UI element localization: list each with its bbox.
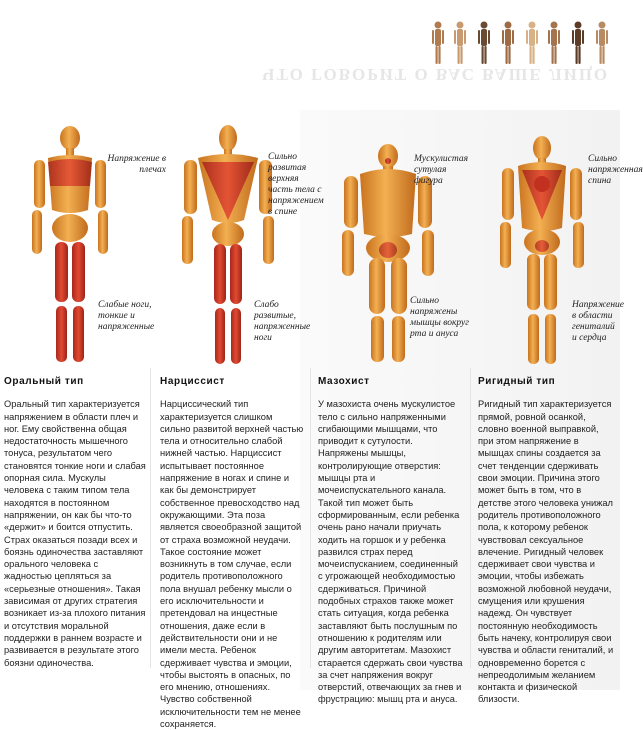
column-divider: [310, 368, 311, 668]
narcissist-heading: Нарциссист: [160, 376, 225, 387]
narcissist-label-bottom: Слабо развитые, напряженные ноги: [254, 300, 311, 343]
lineup-figure: [502, 22, 514, 65]
oral-label-top: Напряжение в плечах: [107, 154, 166, 175]
lineup-figure: [526, 22, 538, 65]
oral-type-column: [4, 368, 146, 669]
rigid-type-heading: Ригидный тип: [478, 376, 556, 387]
masochist-heading: Мазохист: [318, 376, 370, 387]
narcissist-column: [160, 368, 304, 730]
masochist-label-top: Мускулистая сутулая фигура: [414, 154, 469, 186]
lineup-figure: [454, 22, 466, 65]
lineup-figure: [478, 22, 490, 65]
oral-type-mannequin: [32, 126, 108, 362]
narcissist-label-top: Сильно развитая верхняя часть тела с напряжением в спине: [268, 152, 324, 217]
masochist-column: [318, 368, 464, 706]
column-divider: [150, 368, 151, 668]
column-divider: [470, 368, 471, 668]
oral-label-bottom: Слабые ноги, тонкие и напряженные: [98, 300, 155, 332]
masochist-text: У мазохиста очень мускулистое тело с сильно напряженными сгибающими мышцами, что приводит к сутулости. Напряжены мышцы, контролирующие отверстия: мышцы рта и мочеиспускательного канала. Такой тип может быть сформированным, если ребенка очень рано начали приучать ходить на горшок и у ребенка развился страх перед мочеиспусканием, соединенный с угрожающей необходимостью сдерживаться. Причиной подобных страхов также может стать ситуация, когда ребенка заставляют быть послушным по отношению к родителям или другим авторитетам. Мазохист старается сдержать свои чувства за счет напряжения вокруг отверстий, отвечающих за гнев и фрустрацию: мышц рта и ануса.: [318, 399, 463, 705]
rigid-label-bottom: Напряжение в области гениталий и сердца: [572, 300, 625, 343]
oral-type-heading: Оральный тип: [4, 376, 84, 387]
lineup-figure: [572, 22, 584, 65]
mirrored-title: ЧТО ГОВОРИТ О ВАС ВАШЕ ЛИЦО: [262, 65, 610, 84]
rigid-label-top: Сильно напряженная спина: [588, 154, 643, 186]
lineup-figure: [432, 22, 444, 65]
oral-type-text: Оральный тип характеризуется напряжением в области плеч и ног. Ему свойственна общая недостаточность мышечного тонуса, результатом чего становятся тонкие ноги и слабая опорная сила. Мускулы человека с таким типом тела находятся в постоянном напряжении, он как бы что-то «держит» и боится отпустить. Страх оказаться позади всех и боязнь одиночества заставляют орального человека с жадностью цепляться за «серьезные отношения». Такая зависимая от других стратегия возникает из-за плохого питания и отсутствия моральной поддержки в раннем возрасте и развивается в результате этого боязни одиночества.: [4, 399, 146, 668]
lineup-figure: [596, 22, 608, 65]
figure-lineup-illustration: [424, 20, 620, 66]
narcissist-text: Нарциссический тип характеризуется слишком сильно развитой верхней частью тела и относительно слабой нижней частью. Нарциссист испытывает постоянное напряжение в ногах и спине и как бы демонстрирует собственное превосходство над окружающими. Эта поза является своеобразной защитой от страха возможной неудачи. Такое состояние может возникнуть в том случае, если родитель противоположного пола внушал ребенку мысли о его исключительности и претендовал на инцестные отношения, даже если в действительности они и не имели места. Ребенок сдерживает чувства и эмоции, чтобы выстоять в опасных, по его мнению, отношениях. Чувство собственной исключительности тем не менее сохраняется.: [160, 399, 304, 730]
masochist-label-bottom: Сильно напряжены мышцы вокруг рта и ануса: [410, 296, 469, 339]
rigid-type-text: Ригидный тип характеризуется прямой, ровной осанкой, словно военной выправкой, при этом напряжение в мышцах спины создается за счет тенденции сдерживать свои эмоции. Причина этого может быть в том, что в детстве этого человека унижал родитель противоположного пола, к которому ребенок чувствовал сексуальное влечение. Ригидный человек сдерживает свои чувства и эмоции, чтобы избежать возможной любовной неудачи, смущения или крушения надежд. Он чувствует постоянную необходимость быть начеку, контролируя свои чувства и области гениталий, и одновременно борется с непреодолимым желанием контакта и физической близости.: [478, 399, 614, 705]
lineup-figure: [548, 22, 560, 65]
rigid-type-column: [478, 368, 616, 706]
